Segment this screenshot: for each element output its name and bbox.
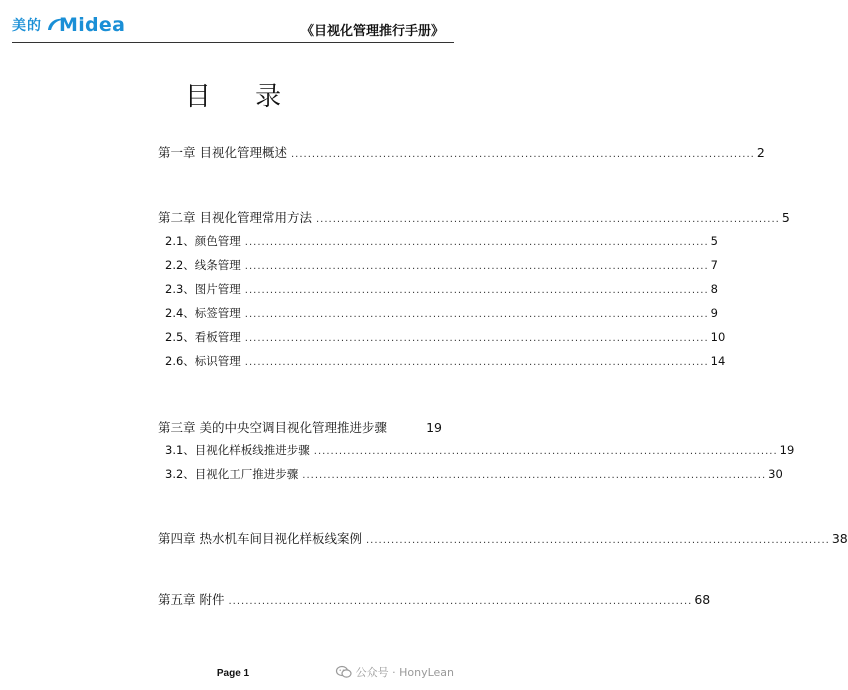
toc-entry-label: 2.6、标识管理	[165, 354, 241, 368]
toc-entry-label: 2.5、看板管理	[165, 330, 241, 344]
watermark-text: 公众号 · HonyLean	[355, 666, 454, 679]
toc-entry-label: 第四章 热水机车间目视化样板线案例	[158, 531, 362, 546]
dot-leader: ...............................................................................................................	[365, 535, 830, 546]
dot-leader: ...............................................................................................................	[244, 357, 709, 368]
midea-logo	[12, 14, 125, 36]
toc-entry-chapter-4[interactable]	[158, 529, 848, 547]
toc-entry-section-2-5[interactable]	[165, 329, 726, 345]
toc-entry-section-2-3[interactable]	[165, 281, 718, 297]
header-rule	[12, 42, 454, 43]
toc-entry-page: 9	[710, 306, 718, 320]
dot-leader: ...............................................................................................................	[244, 237, 709, 248]
toc-entry-label: 第二章 目视化管理常用方法	[158, 210, 312, 225]
brand-cn: 美的	[12, 18, 42, 34]
toc-entry-page: 38	[831, 531, 848, 546]
toc-entry-page: 8	[710, 282, 718, 296]
toc-entry-label: 3.2、目视化工厂推进步骤	[165, 467, 299, 481]
toc-entry-page: 19	[426, 420, 442, 435]
toc-entry-label: 第三章 美的中央空调目视化管理推进步骤	[158, 420, 387, 435]
dot-leader: ...............................................................................................................	[313, 446, 778, 457]
toc-entry-label: 2.2、线条管理	[165, 258, 241, 272]
toc-entry-page: 19	[779, 443, 795, 457]
toc-entry-label: 2.3、图片管理	[165, 282, 241, 296]
dot-leader: ...............................................................................................................	[244, 333, 709, 344]
toc-entry-page: 7	[710, 258, 718, 272]
toc-entry-chapter-3[interactable]	[158, 418, 442, 436]
toc-entry-page: 14	[710, 354, 726, 368]
toc-entry-page: 68	[694, 592, 711, 607]
toc-entry-chapter-1[interactable]	[158, 143, 765, 161]
dot-leader: ...............................................................................................................	[290, 149, 755, 160]
dot-leader: ...............................................................................................................	[244, 309, 709, 320]
toc-entry-label: 2.1、颜色管理	[165, 234, 241, 248]
wechat-icon	[336, 665, 352, 679]
toc-entry-section-2-1[interactable]	[165, 233, 718, 249]
dot-leader: ...............................................................................................................	[228, 596, 693, 607]
toc-entry-section-3-1[interactable]	[165, 442, 795, 458]
toc-entry-section-2-2[interactable]	[165, 257, 718, 273]
dot-leader: ...............................................................................................................	[244, 261, 709, 272]
toc-entry-label: 2.4、标签管理	[165, 306, 241, 320]
toc-entry-label: 第一章 目视化管理概述	[158, 145, 287, 160]
toc-entry-label: 第五章 附件	[158, 592, 225, 607]
toc-entry-section-2-4[interactable]	[165, 305, 718, 321]
toc-title: 目 录	[184, 82, 300, 112]
toc-entry-section-2-6[interactable]	[165, 353, 726, 369]
toc-entry-page: 30	[768, 467, 783, 481]
watermark	[336, 664, 454, 680]
toc-entry-page: 5	[710, 234, 718, 248]
page-number: Page 1	[216, 668, 250, 679]
page-header	[0, 0, 466, 46]
midea-swoosh-icon	[45, 16, 69, 34]
toc-entry-chapter-5[interactable]	[158, 590, 711, 608]
toc-entry-label: 3.1、目视化样板线推进步骤	[165, 443, 310, 457]
toc-entry-page: 5	[781, 210, 790, 225]
document-title: 《目视化管理推行手册》	[300, 24, 444, 39]
toc-entry-section-3-2[interactable]	[165, 466, 783, 482]
brand-en: Midea	[59, 14, 126, 36]
toc-entry-page: 10	[710, 330, 726, 344]
toc-entry-chapter-2[interactable]	[158, 208, 790, 226]
dot-leader: ...............................................................................................................	[315, 214, 780, 225]
dot-leader: ...............................................................................................................	[302, 470, 767, 481]
dot-leader: ...............................................................................................................	[244, 285, 709, 296]
toc-entry-page: 2	[756, 145, 765, 160]
